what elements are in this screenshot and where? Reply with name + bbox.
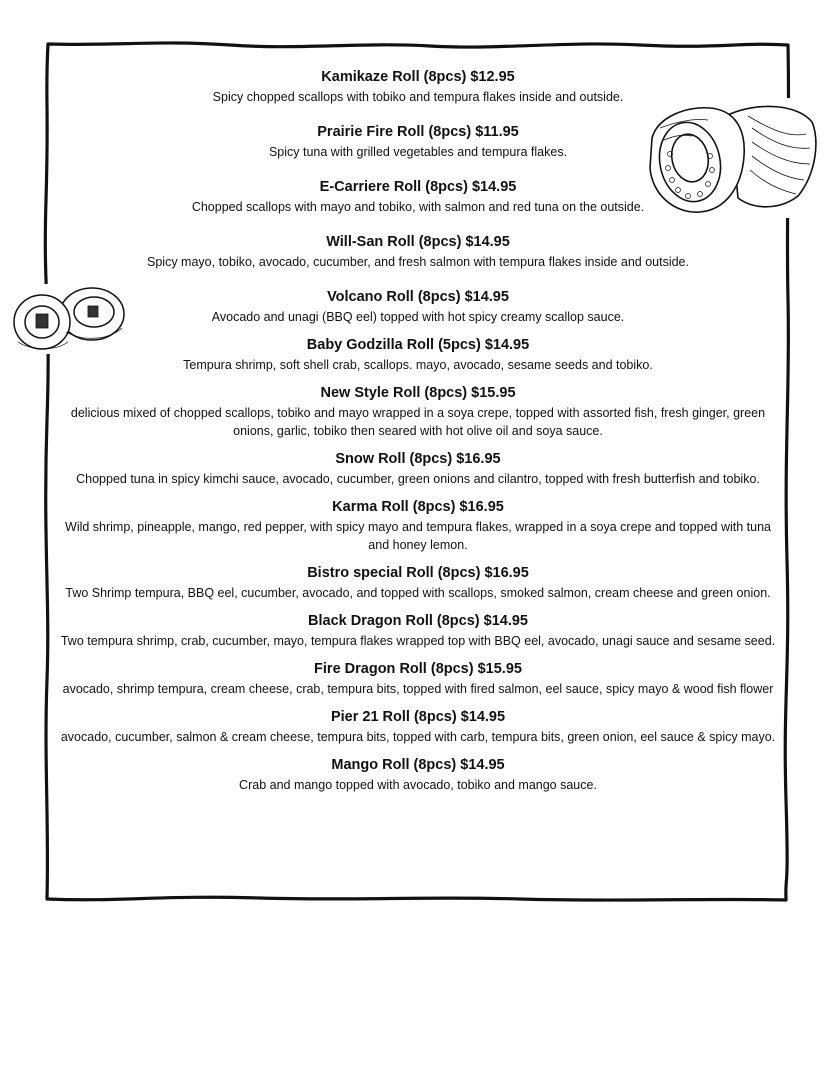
menu-item [58,336,778,374]
menu-item-title: Volcano Roll (8pcs) $14.95 [327,289,509,305]
menu-item-description: Wild shrimp, pineapple, mango, red pepper, with spicy mayo and tempura flakes, wrapped in a soya crepe and topped with tuna and honey lemon. [65,520,771,552]
menu-item-description: Avocado and unagi (BBQ eel) topped with hot spicy creamy scallop sauce. [211,310,625,324]
menu-item [58,384,778,440]
menu-item-description: Spicy mayo, tobiko, avocado, cucumber, and fresh salmon with tempura flakes inside and outside. [147,255,689,269]
menu-item [58,123,778,161]
menu-item-title: Fire Dragon Roll (8pcs) $15.95 [314,661,522,677]
menu-item-description: Tempura shrimp, soft shell crab, scallops. mayo, avocado, sesame seeds and tobiko. [183,358,653,372]
menu-item [58,708,778,746]
menu-item-title: Prairie Fire Roll (8pcs) $11.95 [317,124,519,140]
menu-item-title: Black Dragon Roll (8pcs) $14.95 [308,613,528,629]
menu-item-title: Pier 21 Roll (8pcs) $14.95 [330,709,506,725]
menu-item-description: Spicy chopped scallops with tobiko and tempura flakes inside and outside. [212,90,624,104]
menu-item-description: avocado, shrimp tempura, cream cheese, crab, tempura bits, topped with fired salmon, eel sauce, spicy mayo & wood fish flower [62,682,774,696]
menu-item [58,564,778,602]
menu-item-description: Chopped scallops with mayo and tobiko, with salmon and red tuna on the outside. [191,200,645,214]
menu-item-description: Crab and mango topped with avocado, tobiko and mango sauce. [239,778,597,792]
menu-item-title: Kamikaze Roll (8pcs) $12.95 [321,69,515,85]
menu-item-title: Bistro special Roll (8pcs) $16.95 [307,565,529,581]
menu-item-description: avocado, cucumber, salmon & cream cheese, tempura bits, topped with carb, tempura bits, green onion, eel sauce & spicy mayo. [60,730,776,744]
menu-item-title: New Style Roll (8pcs) $15.95 [320,385,516,401]
menu-item [58,68,778,106]
menu-item-title: Baby Godzilla Roll (5pcs) $14.95 [306,337,530,353]
menu-item [58,450,778,488]
menu-item [58,178,778,216]
menu-item-description: Two tempura shrimp, crab, cucumber, mayo, tempura flakes wrapped top with BBQ eel, avocado, unagi sauce and sesame seed. [60,634,776,648]
menu-item-title: Karma Roll (8pcs) $16.95 [332,499,504,515]
menu-item [58,660,778,698]
menu-item [58,756,778,794]
menu-item-description: Chopped tuna in spicy kimchi sauce, avocado, cucumber, green onions and cilantro, topped with fresh butterfish and tobiko. [76,472,760,486]
menu-item [58,233,778,271]
roll-menu-list [58,68,778,804]
menu-item-title: Mango Roll (8pcs) $14.95 [331,757,505,773]
menu-item [58,498,778,554]
menu-item-description: Spicy tuna with grilled vegetables and tempura flakes. [268,145,568,159]
menu-item-description: delicious mixed of chopped scallops, tobiko and mayo wrapped in a soya crepe, topped with assorted fish, fresh ginger, green onions, garlic, tobiko then seared with hot olive oil and soya sauce. [70,406,766,438]
menu-item-description: Two Shrimp tempura, BBQ eel, cucumber, avocado, and topped with scallops, smoked salmon, cream cheese and green onion. [65,586,771,600]
menu-item-title: Will-San Roll (8pcs) $14.95 [326,234,510,250]
menu-item [58,612,778,650]
menu-item-title: Snow Roll (8pcs) $16.95 [335,451,501,467]
menu-item-title: E-Carriere Roll (8pcs) $14.95 [319,179,517,195]
menu-item [58,288,778,326]
